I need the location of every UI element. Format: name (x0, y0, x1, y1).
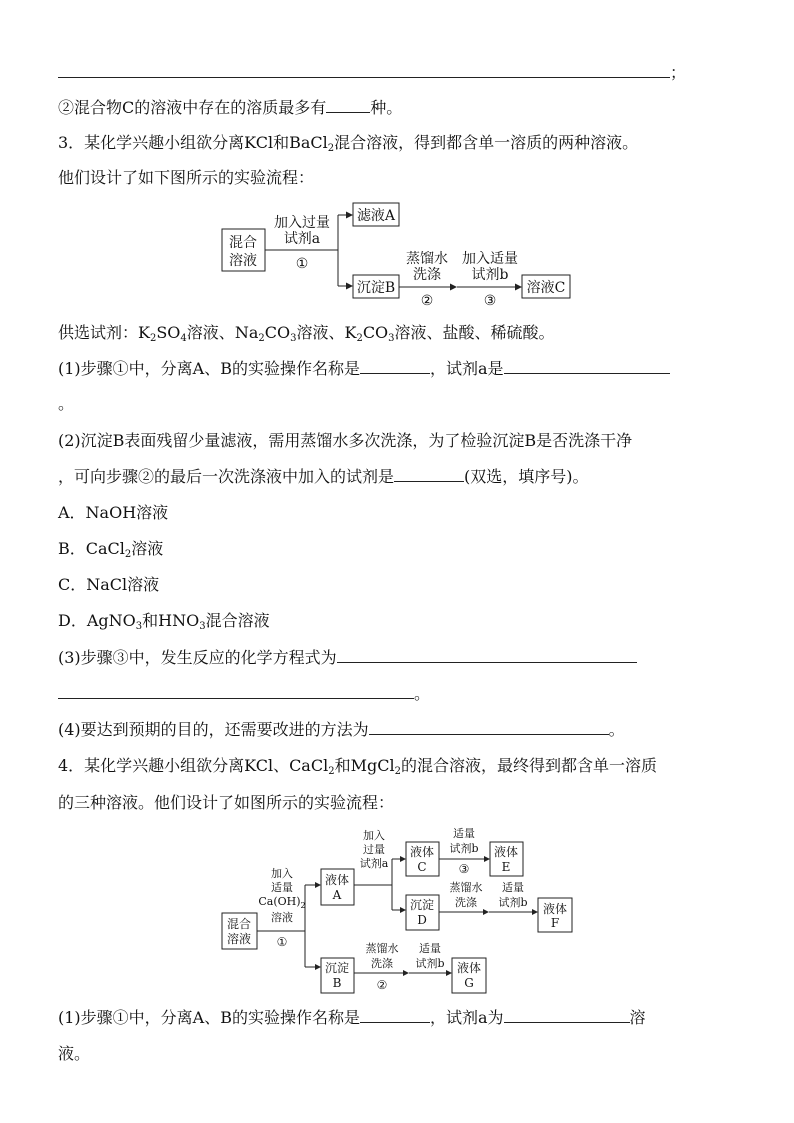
step2-number: ② (420, 293, 434, 309)
wash-label-1: 蒸馏水 (406, 251, 448, 267)
excess-label-1: 加入 (363, 829, 385, 842)
reagent-b-label-1: 适量 (453, 827, 475, 840)
mixture-label-1: 混合 (226, 917, 252, 931)
mixture-label-1: 混合 (229, 235, 257, 251)
precipitate-d-label-1: 沉淀 (409, 898, 435, 912)
flow-diagram-2 (210, 825, 590, 997)
liquid-g-label-2: G (464, 976, 474, 990)
answer-blank[interactable] (326, 97, 370, 113)
option-a: A．NaOH溶液 (58, 503, 169, 522)
wash-d-label-1: 蒸馏水 (449, 881, 483, 894)
liquid-c-label-2: C (417, 860, 427, 874)
step1-number: ① (276, 935, 288, 949)
solution-c-label: 溶液C (526, 280, 566, 296)
liquid-a-label-2: A (332, 888, 342, 902)
question-4-part-1-line2: 液。 (58, 1044, 91, 1063)
answer-blank[interactable] (360, 358, 430, 374)
precipitate-b-label-1: 沉淀 (324, 961, 350, 975)
excess-label-2: 过量 (363, 843, 385, 856)
filtrate-a-label: 滤液A (356, 208, 396, 224)
add-label-1: 加入适量 (462, 251, 518, 267)
question-3-part-1-end: 。 (58, 394, 75, 413)
answer-line-top (58, 62, 686, 84)
step1-number: ① (295, 256, 309, 272)
precipitate-d-label-2: D (417, 913, 427, 927)
step2-number: ② (376, 978, 388, 992)
liquid-f-label-1: 液体 (542, 902, 568, 916)
add-label-2: 试剂b (471, 267, 509, 283)
question-3-part-2: (2)沉淀B表面残留少量滤液，需用蒸馏水多次洗涤，为了检验沉淀B是否洗涤干净 (58, 431, 633, 450)
question-2-part-2: ②混合物C的溶液中存在的溶质最多有 种。 (58, 98, 403, 117)
reagent-b2-label-2: 试剂b (498, 896, 528, 909)
question-4-stem: 4．某化学兴趣小组欲分离KCl、CaCl$_2$和MgCl$_2$的混合溶液，最终得到都含单一溶质 (58, 756, 657, 777)
step3-number: ③ (458, 862, 470, 876)
step1-reagent-1: 加入过量 (274, 215, 330, 231)
question-3-part-3: (3)步骤③中，发生反应的化学方程式为 (58, 647, 637, 669)
liquid-c-label-1: 液体 (409, 845, 435, 859)
wash-label-2: 洗涤 (413, 267, 441, 283)
answer-blank[interactable] (360, 1007, 430, 1023)
step1-label-4: 溶液 (271, 911, 293, 924)
answer-blank[interactable] (337, 647, 637, 663)
question-4-stem-2: 的三种溶液。他们设计了如图所示的实验流程： (58, 793, 395, 812)
wash-b-label-1: 蒸馏水 (365, 942, 399, 955)
question-3-stem-2: 他们设计了如下图所示的实验流程： (58, 168, 315, 187)
liquid-f-label-2: F (550, 916, 560, 930)
liquid-g-label-1: 液体 (456, 961, 482, 975)
reagent-list: 供选试剂：$K_2SO_4$溶液、$Na_2CO_3$溶液、$K_2CO_3$溶液、盐酸、稀硫酸。 (58, 323, 555, 344)
option-b: B．CaCl$_2$溶液 (58, 539, 164, 560)
step1-label-2: 适量 (271, 881, 293, 894)
option-d: D．AgNO$_3$和$HNO_3$混合溶液 (58, 611, 270, 632)
wash-d-label-2: 洗涤 (455, 896, 477, 909)
flow-diagram-1 (210, 195, 590, 310)
answer-blank[interactable] (504, 1007, 630, 1023)
answer-blank[interactable] (504, 358, 670, 374)
answer-blank[interactable] (58, 683, 414, 699)
option-c: C．NaCl溶液 (58, 575, 160, 594)
wash-b-label-2: 洗涤 (371, 957, 393, 970)
reagent-b2-label-1: 适量 (502, 881, 524, 894)
question-3-part-1: (1)步骤①中，分离A、B的实验操作名称是 ，试剂a是 (58, 358, 670, 380)
mixture-label-2: 溶液 (226, 932, 252, 946)
question-3-stem: 3．某化学兴趣小组欲分离KCl和BaCl$_2$混合溶液，得到都含单一溶质的两种溶液。 (58, 133, 639, 154)
semicolon: ； (670, 63, 687, 82)
reagent-b3-label-1: 适量 (419, 942, 441, 955)
answer-blank[interactable] (58, 62, 670, 78)
reagent-b-label-2: 试剂b (449, 842, 479, 855)
precipitate-b-label: 沉淀B (356, 280, 396, 296)
step3-number: ③ (483, 293, 497, 309)
question-4-part-1: (1)步骤①中，分离A、B的实验操作名称是 ，试剂a为 溶 (58, 1008, 646, 1027)
reagent-b3-label-2: 试剂b (415, 957, 445, 970)
answer-blank[interactable] (369, 719, 609, 735)
question-3-part-3-line2: 。 (58, 683, 430, 705)
answer-blank[interactable] (394, 466, 464, 482)
precipitate-b-label-2: B (332, 976, 342, 990)
mixture-label-2: 溶液 (229, 253, 257, 269)
excess-label-3: 试剂a (359, 857, 389, 870)
liquid-e-label-2: E (501, 860, 511, 874)
step1-label-1: 加入 (271, 867, 293, 880)
liquid-e-label-1: 液体 (493, 845, 519, 859)
question-3-part-2-line2: ，可向步骤②的最后一次洗涤液中加入的试剂是 (双选，填序号)。 (58, 467, 589, 486)
liquid-a-label-1: 液体 (324, 873, 350, 887)
step1-reagent-2: 试剂a (283, 231, 321, 247)
step1-label-3: $Ca(OH)_2$ (258, 895, 306, 910)
question-3-part-4: (4)要达到预期的目的，还需要改进的方法为 。 (58, 720, 625, 739)
